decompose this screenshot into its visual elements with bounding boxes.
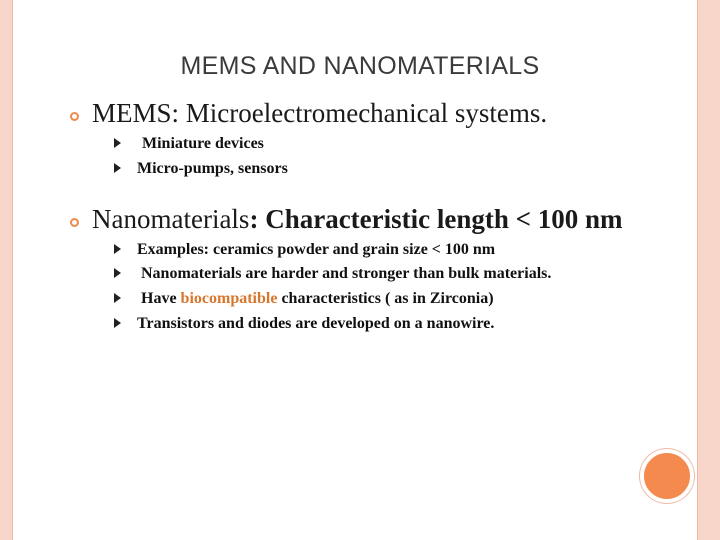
bullet-circle-icon bbox=[70, 112, 79, 121]
sub-item: Micro-pumps, sensors bbox=[114, 160, 288, 178]
sub-item: Nanomaterials are harder and stronger than bulk materials. bbox=[114, 265, 551, 283]
bullet-mems-lead: MEMS: Microelectromechanical systems bbox=[92, 98, 541, 128]
arrow-bullet-icon bbox=[114, 318, 121, 328]
bullet-nanomaterials-tail: : Characteristic length < 100 nm bbox=[249, 204, 623, 234]
sub-item: Transistors and diodes are developed on a nanowire. bbox=[114, 315, 494, 333]
bullet-mems bbox=[92, 98, 547, 129]
arrow-bullet-icon bbox=[114, 293, 121, 303]
bullet-circle-icon bbox=[70, 218, 79, 227]
bullet-mems-tail: . bbox=[540, 98, 548, 128]
sub-item: Miniature devices bbox=[114, 135, 264, 153]
arrow-bullet-icon bbox=[114, 163, 121, 173]
highlight-word: biocompatible bbox=[180, 290, 278, 307]
bullet-nanomaterials-lead: Nanomaterials bbox=[92, 204, 250, 234]
sub-item: Have biocompatible characteristics ( as in Zirconia) bbox=[114, 290, 494, 308]
slide-title: MEMS AND NANOMATERIALS bbox=[180, 52, 540, 80]
arrow-bullet-icon bbox=[114, 138, 121, 148]
arrow-bullet-icon bbox=[114, 268, 121, 278]
decorative-circle bbox=[640, 449, 694, 503]
bullet-nanomaterials bbox=[92, 204, 623, 235]
sub-item: Examples: ceramics powder and grain size < 100 nm bbox=[114, 241, 495, 259]
arrow-bullet-icon bbox=[114, 244, 121, 254]
